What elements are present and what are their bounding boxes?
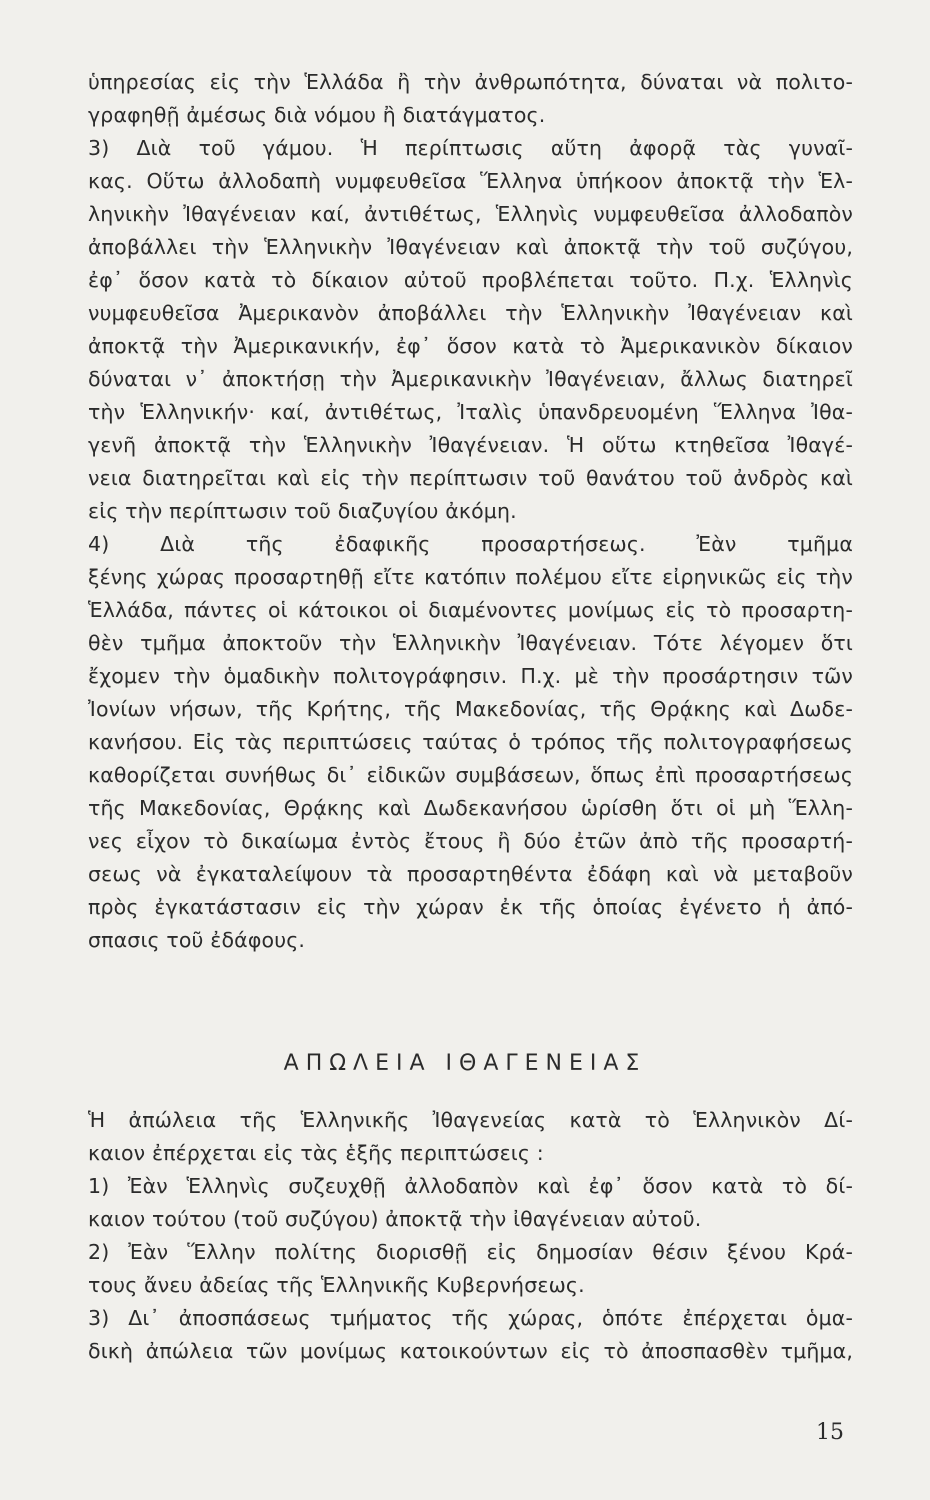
text-line: Ἑλλάδα, πάντες οἱ κάτοικοι οἱ διαμένοντες μονίμως εἰς τὸ προσαρτη- [88,598,853,622]
text-line: νεια διατηρεῖται καὶ εἰς τὴν περίπτωσιν τοῦ θανάτου τοῦ ἀνδρὸς καὶ [88,466,853,490]
text-line: κανήσου. Εἰς τὰς περιπτώσεις ταύτας ὁ τρόπος τῆς πολιτογραφήσεως [88,730,853,754]
text-line: εἰς τὴν περίπτωσιν τοῦ διαζυγίου ἀκόμη. [88,499,517,523]
text-line: καιον τούτου (τοῦ συζύγου) ἀποκτᾷ τὴν ἰθαγένειαν αὐτοῦ. [88,1207,702,1231]
text-line: νες εἶχον τὸ δικαίωμα ἐντὸς ἔτους ἢ δύο ἐτῶν ἀπὸ τῆς προσαρτή- [88,829,853,853]
text-line: 1) Ἐὰν Ἑλληνὶς συζευχθῇ ἀλλοδαπὸν καὶ ἐφ᾽ ὅσον κατὰ τὸ δί- [88,1174,853,1198]
text-line: γενῆ ἀποκτᾷ τὴν Ἑλληνικὴν Ἰθαγένειαν. Ἡ οὕτω κτηθεῖσα Ἰθαγέ- [88,433,853,457]
text-line: 3) Διὰ τοῦ γάμου. Ἡ περίπτωσις αὕτη ἀφορᾷ τὰς γυναῖ- [88,136,853,160]
text-line: γραφηθῇ ἀμέσως διὰ νόμου ἢ διατάγματος. [88,103,546,127]
text-line: καιον ἐπέρχεται εἰς τὰς ἑξῆς περιπτώσεις : [88,1141,544,1165]
text-line: ληνικὴν Ἰθαγένειαν καί, ἀντιθέτως, Ἑλληνὶς νυμφευθεῖσα ἀλλοδαπὸν [88,202,853,226]
text-line: θὲν τμῆμα ἀποκτοῦν τὴν Ἑλληνικὴν Ἰθαγένειαν. Τότε λέγομεν ὅτι [88,631,853,655]
text-line: τῆς Μακεδονίας, Θρᾴκης καὶ Δωδεκανήσου ὡρίσθη ὅτι οἱ μὴ Ἕλλη- [88,796,853,820]
text-line: ἔχομεν τὴν ὁμαδικὴν πολιτογράφησιν. Π.χ. μὲ τὴν προσάρτησιν τῶν [88,664,853,688]
section-heading: ΑΠΩΛΕΙΑ ΙΘΑΓΕΝΕΙΑΣ [283,1051,647,1076]
body-text-top [88,66,853,957]
text-line: 3) Δι᾽ ἀποσπάσεως τμήματος τῆς χώρας, ὁπότε ἐπέρχεται ὁμα- [88,1306,853,1330]
text-line: σπασις τοῦ ἐδάφους. [88,928,306,952]
text-line: Ἡ ἀπώλεια τῆς Ἑλληνικῆς Ἰθαγενείας κατὰ τὸ Ἑλληνικὸν Δί- [88,1108,853,1132]
text-line: σεως νὰ ἐγκαταλείψουν τὰ προσαρτηθέντα ἐδάφη καὶ νὰ μεταβοῦν [88,862,853,886]
body-text-bottom [88,1104,853,1368]
text-line: κας. Οὕτω ἀλλοδαπὴ νυμφευθεῖσα Ἕλληνα ὑπήκοον ἀποκτᾷ τὴν Ἑλ- [88,169,853,193]
text-line: δύναται ν᾽ ἀποκτήσῃ τὴν Ἀμερικανικὴν Ἰθαγένειαν, ἄλλως διατηρεῖ [88,367,853,391]
text-line: ξένης χώρας προσαρτηθῇ εἴτε κατόπιν πολέμου εἴτε εἰρηνικῶς εἰς τὴν [88,565,853,589]
page-number: 15 [816,1420,844,1445]
text-line: νυμφευθεῖσα Ἀμερικανὸν ἀποβάλλει τὴν Ἑλληνικὴν Ἰθαγένειαν καὶ [88,301,853,325]
text-line: τὴν Ἑλληνικήν· καί, ἀντιθέτως, Ἰταλὶς ὑπανδρευομένη Ἕλληνα Ἰθα- [88,400,853,424]
text-line: Ἰονίων νήσων, τῆς Κρήτης, τῆς Μακεδονίας, τῆς Θρᾴκης καὶ Δωδε- [88,697,853,721]
text-line: 2) Ἐὰν Ἕλλην πολίτης διορισθῇ εἰς δημοσίαν θέσιν ξένου Κρά- [88,1240,853,1264]
text-line: ὑπηρεσίας εἰς τὴν Ἑλλάδα ἢ τὴν ἀνθρωπότητα, δύναται νὰ πολιτο- [88,70,853,94]
text-line: ἀποκτᾷ τὴν Ἀμερικανικήν, ἐφ᾽ ὅσον κατὰ τὸ Ἀμερικανικὸν δίκαιον [88,334,853,358]
text-line: τους ἄνευ ἀδείας τῆς Ἑλληνικῆς Κυβερνήσεως. [88,1273,585,1297]
text-line: καθορίζεται συνήθως δι᾽ εἰδικῶν συμβάσεων, ὅπως ἐπὶ προσαρτήσεως [88,763,853,787]
text-line: δικὴ ἀπώλεια τῶν μονίμως κατοικούντων εἰς τὸ ἀποσπασθὲν τμῆμα, [88,1339,853,1363]
text-line: ἐφ᾽ ὅσον κατὰ τὸ δίκαιον αὐτοῦ προβλέπεται τοῦτο. Π.χ. Ἑλληνὶς [88,268,853,292]
text-line: ἀποβάλλει τὴν Ἑλληνικὴν Ἰθαγένειαν καὶ ἀποκτᾷ τὴν τοῦ συζύγου, [88,235,853,259]
text-line: 4) Διὰ τῆς ἐδαφικῆς προσαρτήσεως. Ἐὰν τμῆμα [88,532,853,556]
text-line: πρὸς ἐγκατάστασιν εἰς τὴν χώραν ἐκ τῆς ὁποίας ἐγένετο ἡ ἀπό- [88,895,853,919]
